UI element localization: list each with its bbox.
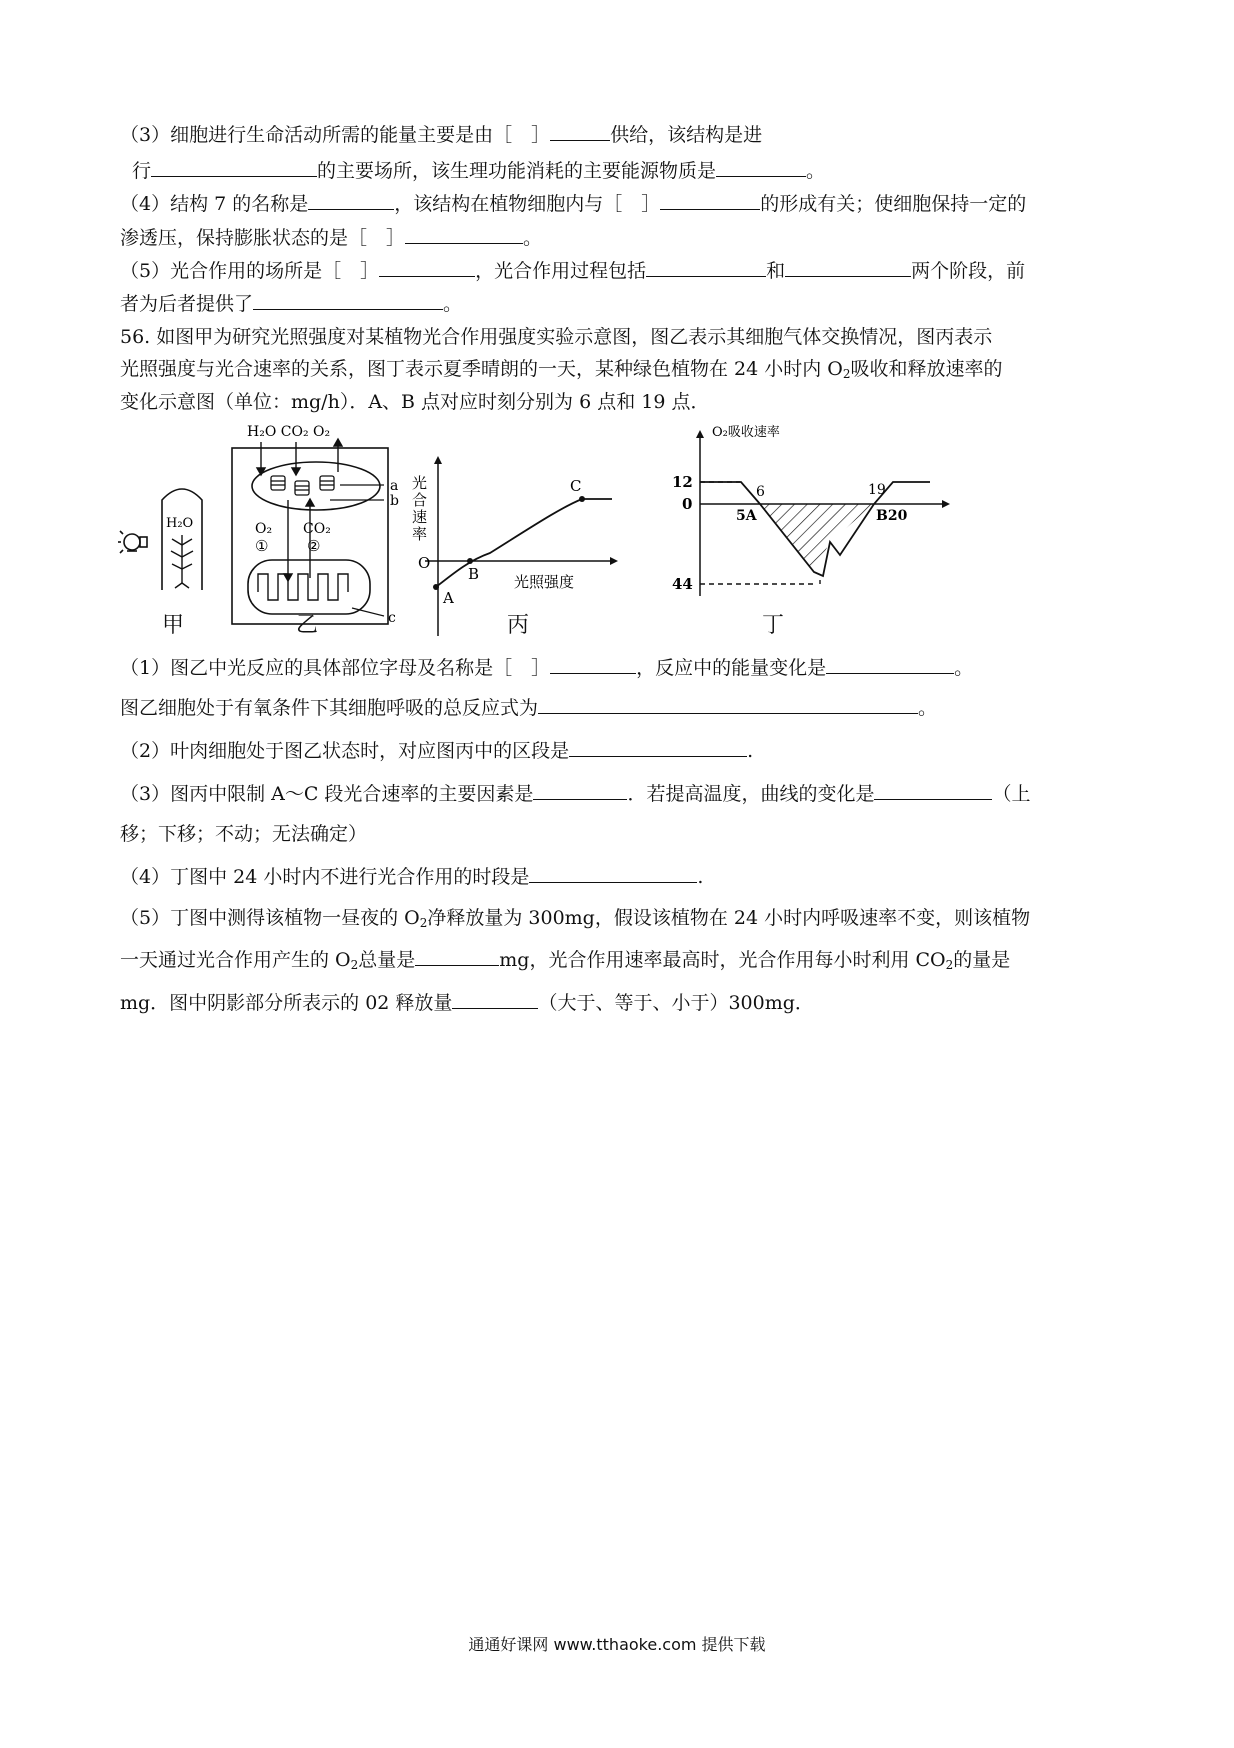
- q55-part4-line1: （4）结构 7 的名称是 ，该结构在植物细胞内与［ ］ 的形成有关；使细胞保持一定的: [120, 193, 1027, 215]
- answer-blank[interactable]: [550, 655, 636, 674]
- answer-blank[interactable]: [716, 158, 806, 177]
- ding-label-6: 6: [756, 484, 765, 500]
- answer-blank[interactable]: [660, 191, 760, 210]
- figure-ding: [672, 424, 950, 596]
- q55-part5-line1: （5）光合作用的场所是［ ］ ，光合作用过程包括 和 两个阶段，前: [120, 260, 1026, 282]
- answer-blank[interactable]: [785, 258, 911, 277]
- q56-s5-line1: （5）丁图中测得该植物一昼夜的 $O_2$净释放量为 300mg，假设该植物在 24 小时内呼吸速率不变，则该植物: [120, 907, 1031, 930]
- yi-top-label: H₂O CO₂ O₂: [247, 424, 331, 440]
- answer-blank[interactable]: [405, 225, 523, 244]
- q55-part5-line2: 者为后者提供了 。: [120, 293, 463, 315]
- figure-yi: [232, 424, 399, 626]
- figure-label-ding: 丁: [762, 613, 785, 638]
- answer-blank[interactable]: [529, 864, 697, 883]
- mitochondrion: [248, 560, 370, 614]
- ding-label-5a: 5A: [736, 508, 757, 524]
- grana: [271, 476, 334, 495]
- answer-blank[interactable]: [646, 258, 766, 277]
- bing-point-b: B: [468, 565, 480, 583]
- bing-ylabel-3: 速: [412, 508, 428, 526]
- bing-ylabel-1: 光: [412, 474, 428, 492]
- answer-blank[interactable]: [533, 781, 627, 800]
- figure-jia: [118, 489, 202, 590]
- lamp-icon: [118, 531, 147, 553]
- label-circle-2: ②: [307, 537, 321, 555]
- ding-ytick-0: 0: [682, 495, 693, 513]
- answer-blank[interactable]: [253, 291, 443, 310]
- q56-intro-line2: 光照强度与光合速率的关系，图丁表示夏季晴朗的一天，某种绿色植物在 24 小时内 $O_2$吸收和释放速率的: [120, 358, 1003, 381]
- q56-intro-line1: 56. 如图甲为研究光照强度对某植物光合作用强度实验示意图，图乙表示其细胞气体交换情况，图丙表示: [120, 326, 993, 348]
- answer-blank[interactable]: [308, 191, 394, 210]
- plant-icon: [171, 535, 193, 588]
- figure-label-bing: 丙: [507, 613, 530, 638]
- q56-s4: （4）丁图中 24 小时内不进行光合作用的时段是 .: [120, 866, 704, 888]
- ding-label-b20: B20: [876, 508, 908, 524]
- answer-blank[interactable]: [415, 947, 499, 966]
- bing-ylabel-2: 合: [412, 491, 428, 509]
- cristae: [258, 574, 348, 600]
- q56-s1-line1: （1）图乙中光反应的具体部位字母及名称是［ ］ ，反应中的能量变化是 。: [120, 657, 974, 679]
- bing-point-c: C: [570, 477, 582, 495]
- figure-label-yi: 乙: [296, 613, 319, 638]
- answer-blank[interactable]: [569, 738, 747, 757]
- ding-title: O₂吸收速率: [712, 425, 780, 440]
- label-circle-1: ①: [255, 537, 269, 555]
- q56-s3-line2: 移；下移；不动；无法确定）: [120, 823, 368, 845]
- answer-blank[interactable]: [826, 655, 954, 674]
- ding-ytick-12: 12: [672, 473, 693, 491]
- bing-point-a: A: [443, 589, 454, 607]
- q56-s5-line3: mg．图中阴影部分所表示的 02 释放量 （大于、等于、小于）300mg．: [120, 992, 814, 1014]
- bing-ylabel-4: 率: [412, 525, 428, 543]
- q55-part4-line2: 渗透压，保持膨胀状态的是［ ］ 。: [120, 227, 543, 249]
- label-o2: O₂: [255, 521, 273, 537]
- label-a: a: [390, 478, 399, 494]
- answer-blank[interactable]: [550, 122, 610, 141]
- q55-part3-line1: （3）细胞进行生命活动所需的能量主要是由［ ］ 供给，该结构是进: [120, 124, 763, 146]
- answer-blank[interactable]: [452, 990, 538, 1009]
- bing-xlabel: 光照强度: [514, 573, 575, 591]
- q56-intro-line3: 变化示意图（单位：mg/h）．A、B 点对应时刻分别为 6 点和 19 点．: [120, 391, 710, 413]
- answer-blank[interactable]: [151, 158, 317, 177]
- label-c: c: [388, 610, 396, 626]
- q55-part3-line2: 行 的主要场所，该生理功能消耗的主要能源物质是 。: [132, 160, 826, 182]
- page-footer: 通通好课网 www.tthaoke.com 提供下载: [468, 1635, 766, 1654]
- label-b: b: [390, 493, 399, 509]
- ding-label-19: 19: [868, 482, 886, 498]
- ding-shaded-release: [760, 504, 874, 572]
- answer-blank[interactable]: [379, 258, 475, 277]
- figure-label-jia: 甲: [162, 613, 185, 638]
- q56-s5-line2: 一天通过光合作用产生的 $O_2$总量是 mg，光合作用速率最高时，光合作用每小时利用 $CO_2$的量是: [120, 949, 1011, 972]
- answer-blank[interactable]: [874, 781, 992, 800]
- q56-s2: （2）叶肉细胞处于图乙状态时，对应图丙中的区段是 .: [120, 740, 754, 762]
- bing-origin-label: O: [418, 554, 431, 572]
- q56-s1-line2: 图乙细胞处于有氧条件下其细胞呼吸的总反应式为 。: [120, 697, 938, 719]
- figure-area: [0, 420, 1234, 640]
- jia-h2o-label: H₂O: [166, 516, 194, 531]
- q56-s3-line1: （3）图丙中限制 A～C 段光合速率的主要因素是 ．若提高温度，曲线的变化是 （上: [120, 783, 1031, 805]
- ding-ytick-44: 44: [672, 575, 693, 593]
- label-co2: CO₂: [303, 521, 331, 537]
- answer-blank[interactable]: [538, 695, 918, 714]
